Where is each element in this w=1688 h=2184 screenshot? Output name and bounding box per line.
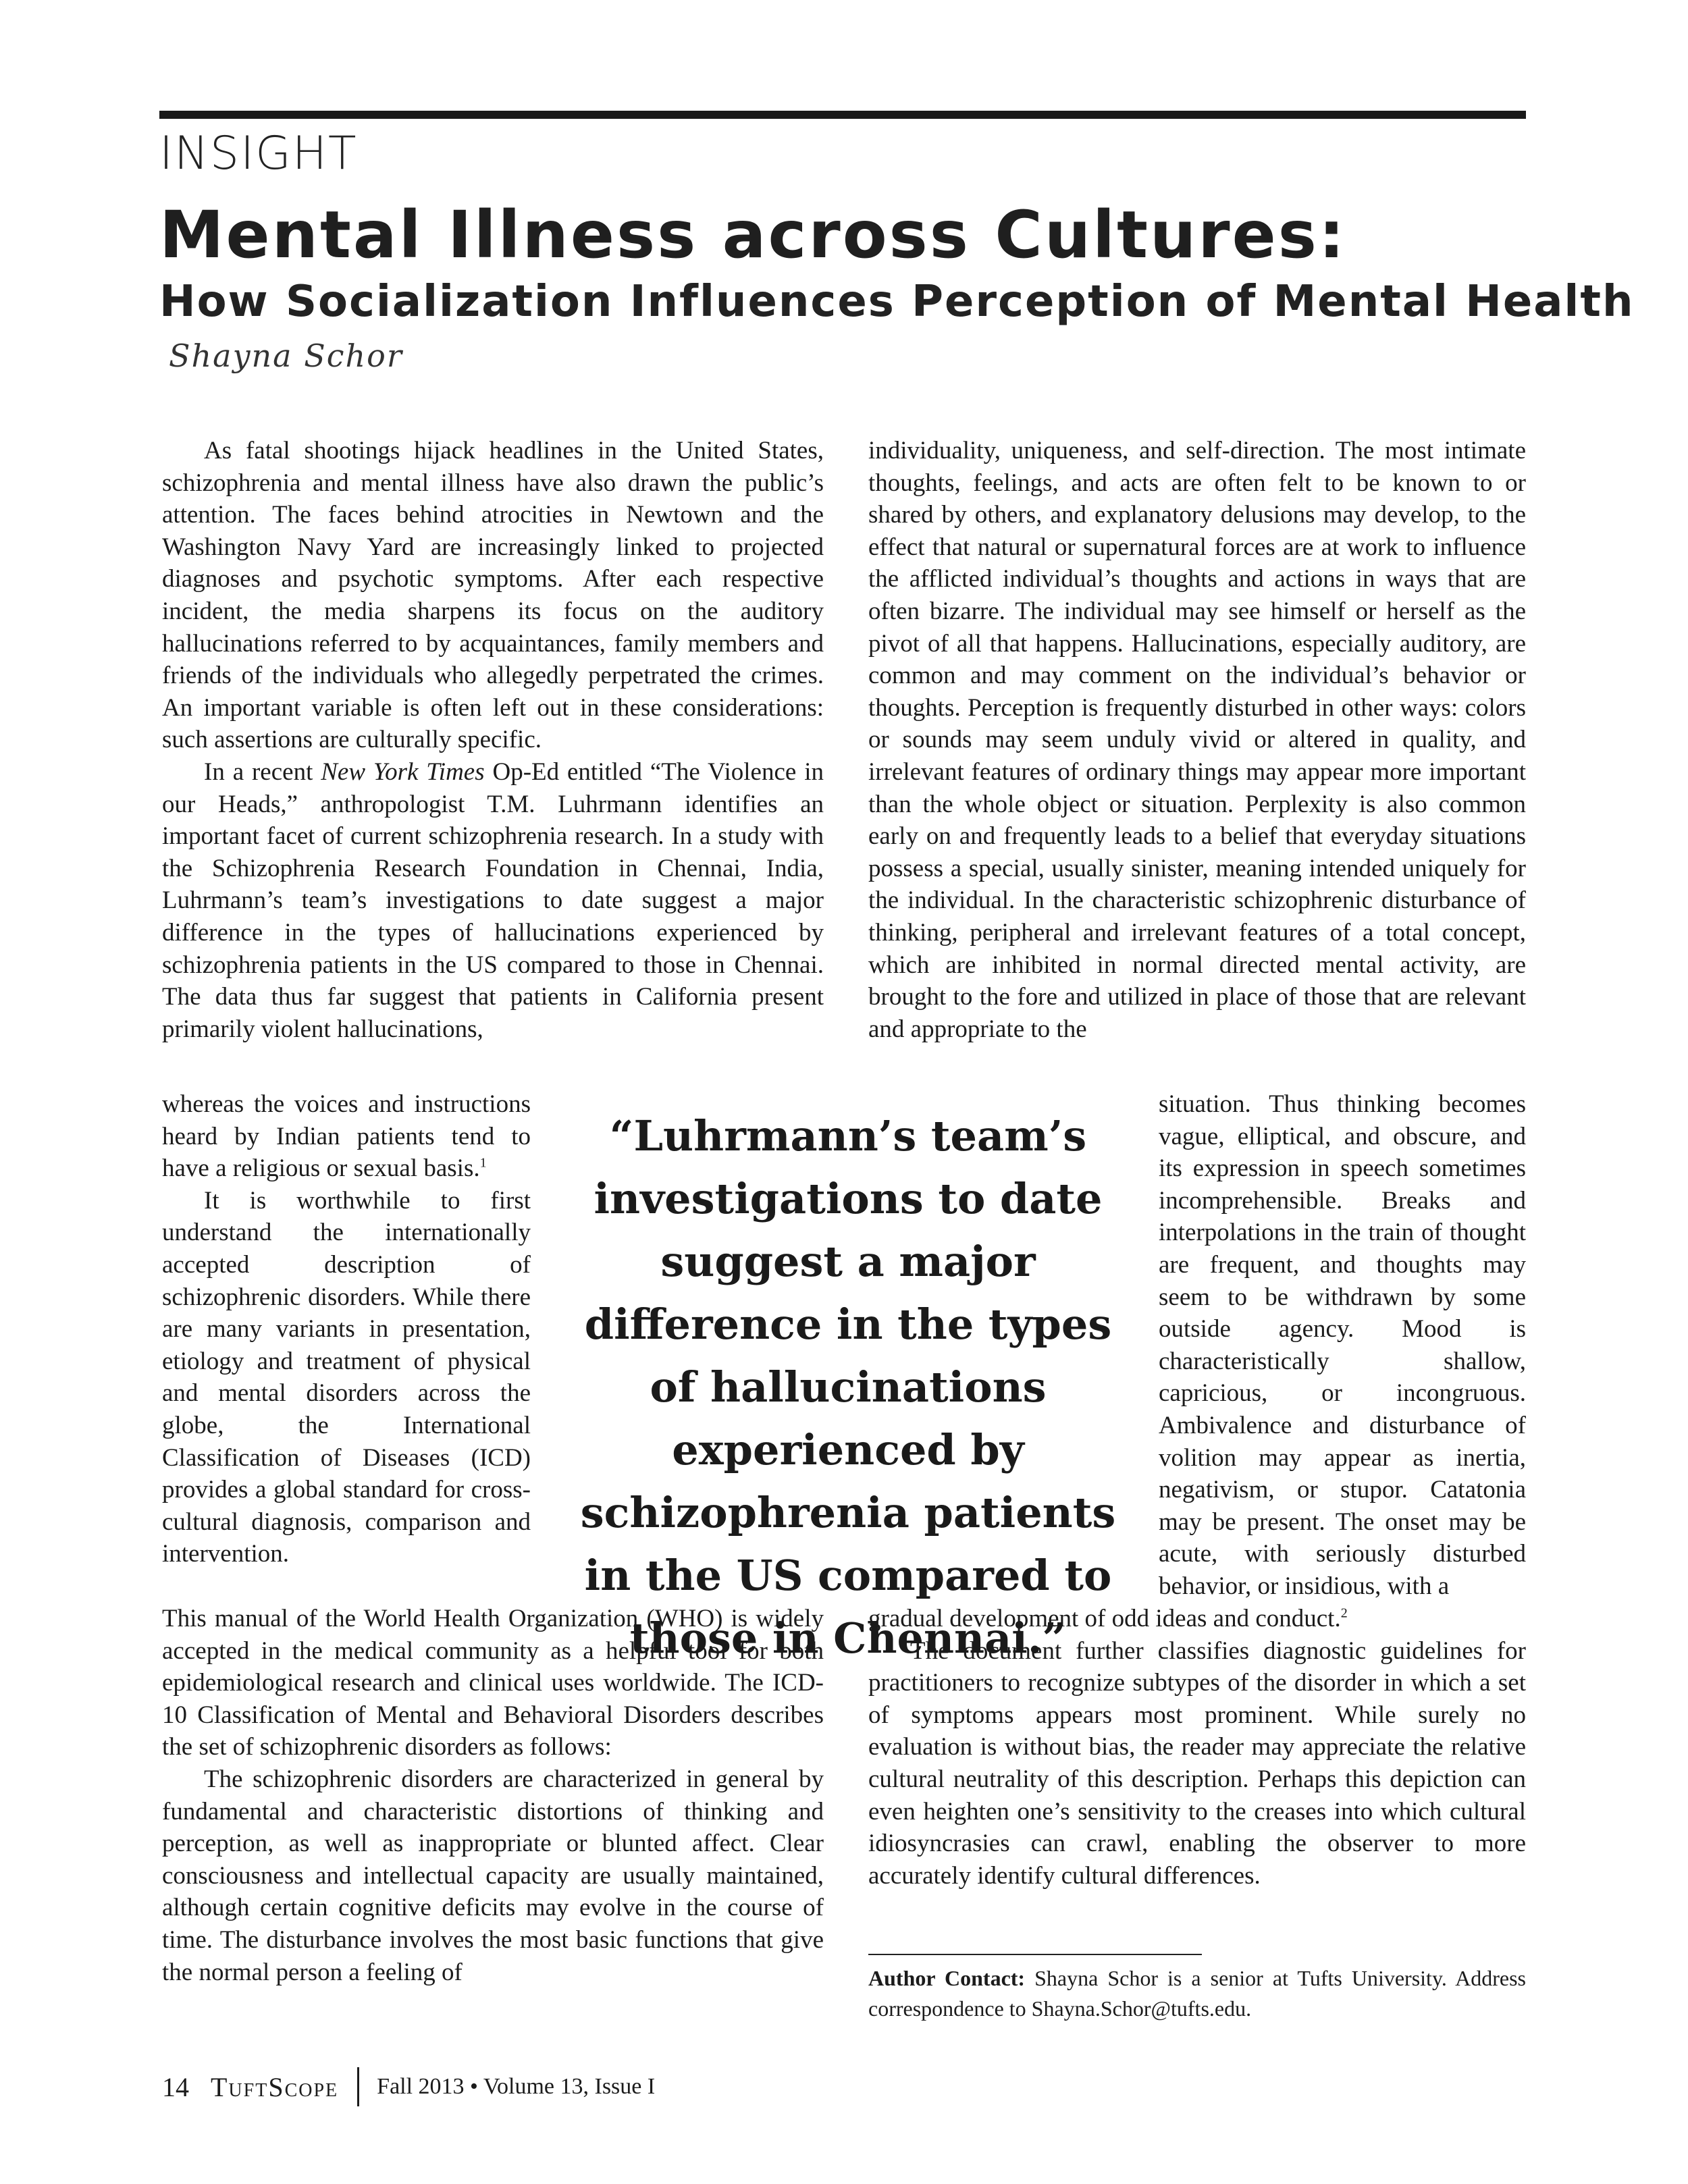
page-number: 14 [162, 2071, 189, 2102]
paragraph-indian-patients [162, 1088, 531, 1185]
pull-quote: “Luhrmann’s team’s investigations to date suggest a major difference in the types of hallucinations experienced by schizophrenia patients in the US compared to those in Chennai.” [580, 1111, 1116, 1663]
left-column-narrow [162, 1088, 531, 1570]
paragraph-icd-quote: The schizophrenic disorders are characterized in general by fundamental and characteristic distortions of thinking and perception, as well as inappropriate or blunted affect. Clear consciousness and intellectual capacity are usually maintained, although certain cognitive deficits may evolve in the course of time. The disturbance involves the most basic functions that give the normal person a feeling of [162, 1765, 824, 1986]
journal-name: TuftScope [211, 2071, 339, 2102]
text-run: whereas the voices and instructions heard by Indian patients tend to have a religious or sexual basis. [162, 1090, 531, 1183]
text-run: Op-Ed entitled “The Violence in our Heads,” anthropologist T.M. Luhrmann identifies an important facet of current schizophrenia research. In a study with the Schizophrenia Research Foundation in Chennai, India, Luhrmann’s team’s investigations to date suggest a major difference in the types of hallucinations experienced by schizophrenia patients in the US compared to those in Chennai. The data thus far suggest that patients in California present primarily violent hallucinations, [162, 757, 824, 1043]
header-rule [159, 111, 1526, 119]
left-column-top [162, 435, 824, 1045]
right-column-top [868, 435, 1526, 1045]
section-kicker: INSIGHT [159, 127, 358, 180]
author-contact [868, 1963, 1526, 2024]
issue-info: Fall 2013 • Volume 13, Issue I [377, 2074, 656, 2099]
publication-name: New York Times [321, 757, 485, 786]
paragraph-conclusion: The document further classifies diagnostic guidelines for practitioners to recognize subtypes of the disorder in which a set of symptoms appears most prominent. While surely no evaluation is without bias, the reader may appreciate the relative cultural neutrality of this description. Perhaps this depiction can even heighten one’s sensitivity to the creases into which cultural idiosyncrasies can crawl, enabling the observer to more accurately identify cultural differences. [868, 1636, 1526, 1890]
footnote-ref-1: 1 [479, 1155, 487, 1171]
right-column-narrow [1159, 1088, 1526, 1603]
footer-divider [357, 2067, 359, 2106]
article-title: Mental Illness across Cultures: [159, 197, 1347, 273]
paragraph-intro: As fatal shootings hijack headlines in the United States, schizophrenia and mental illness have also drawn the public’s attention. The faces behind atrocities in Newtown and the Washington Navy Yard are increasingly linked to projected diagnoses and psychotic symptoms. After each respective incident, the media sharpens its focus on the auditory hallucinations referred to by acquaintances, family members and friends of the individuals who allegedly perpetrated the crimes. An important variable is often left out in these considerations: such assertions are culturally specific. [162, 437, 824, 754]
text-run: gradual development of odd ideas and conduct. [868, 1605, 1341, 1632]
author-contact-label: Author Contact: [868, 1966, 1026, 1990]
author-byline: Shayna Schor [169, 338, 403, 374]
text-run: In a recent [204, 757, 321, 786]
article-subtitle: How Socialization Influences Perception of Mental Health [159, 277, 1635, 327]
paragraph-icd-quote-continued: individuality, uniqueness, and self-direction. The most intimate thoughts, feelings, and acts are often felt to be known to or shared by others, and explanatory delusions may develop, to the effect that natural or supernatural forces are at work to influence the afflicted individual’s thoughts and actions in ways that are often bizarre. The individual may see himself or herself as the pivot of all that happens. Hallucinations, especially auditory, are common and may comment on the individual’s behavior or thoughts. Perception is frequently disturbed in other ways: colors or sounds may seem unduly vivid or altered in quality, and irrelevant features of ordinary things may appear more important than the whole object or situation. Perplexity is also common early on and frequently leads to a belief that everyday situations possess a special, usually sinister, meaning intended uniquely for the individual. In the characteristic schizophrenic disturbance of thinking, peripheral and irrelevant features of a total concept, which are inhibited in normal directed mental activity, are brought to the fore and utilized in place of those that are relevant and appropriate to the [868, 437, 1526, 1043]
paragraph-luhrmann [162, 756, 824, 1045]
paragraph-icd: It is worthwhile to first understand the internationally accepted description of schizophrenic disorders. While there are many variants in presentation, etiology and treatment of physical and mental disorders across the globe, the International Classification of Diseases (ICD) provides a global standard for cross-cultural diagnosis, comparison and intervention. [162, 1186, 531, 1568]
page-footer [162, 2067, 655, 2102]
author-contact-text: Shayna Schor is a senior at Tufts University. Address correspondence to Shayna.Schor@tufts.edu. [868, 1966, 1527, 2021]
footnote-ref-2: 2 [1340, 1605, 1348, 1621]
contact-separator [868, 1954, 1202, 1955]
paragraph-icd-quote-narrow: situation. Thus thinking becomes vague, elliptical, and obscure, and its expression in speech sometimes incomprehensible. Breaks and interpolations in the train of thought are frequent, and thoughts may seem to be withdrawn by some outside agency. Mood is characteristically shallow, capricious, or incongruous. Ambivalence and disturbance of volition may appear as inertia, negativism, or stupor. Catatonia may be present. The onset may be acute, with seriously disturbed behavior, or insidious, with a [1159, 1090, 1526, 1600]
paragraph-who: This manual of the World Health Organization (WHO) is widely accepted in the medical community as a helpful tool for both epidemiological research and clinical uses worldwide. The ICD-10 Classification of Mental and Behavioral Disorders describes the set of schizophrenic disorders as follows: [162, 1605, 824, 1761]
